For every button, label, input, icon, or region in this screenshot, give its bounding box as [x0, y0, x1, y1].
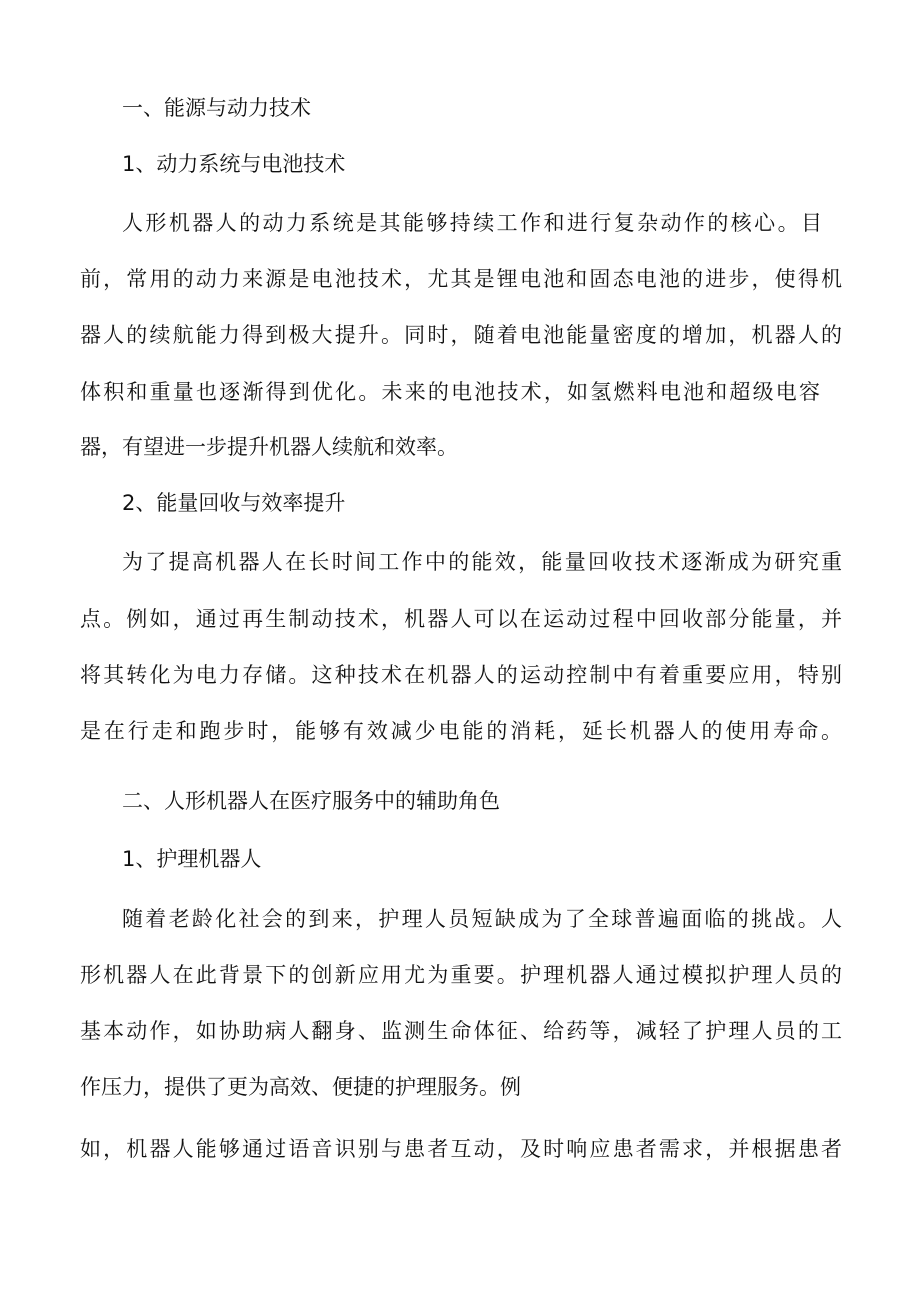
paragraph-line: 如，机器人能够通过语音识别与患者互动，及时响应患者需求，并根据患者	[80, 1137, 842, 1161]
section-heading-medical-assist: 二、人形机器人在医疗服务中的辅助角色	[122, 789, 500, 813]
paragraph-line: 前，常用的动力来源是电池技术，尤其是锂电池和固态电池的进步，使得机	[80, 267, 842, 291]
paragraph-line: 器，有望进一步提升机器人续航和效率。	[80, 435, 458, 459]
subheading-energy-recovery: 2、能量回收与效率提升	[122, 491, 346, 515]
paragraph-line: 是在行走和跑步时，能够有效减少电能的消耗，延长机器人的使用寿命。	[80, 719, 842, 743]
paragraph-line: 器人的续航能力得到极大提升。同时，随着电池能量密度的增加，机器人的	[80, 323, 842, 347]
subheading-power-system-battery: 1、动力系统与电池技术	[122, 152, 346, 176]
subheading-nursing-robot: 1、护理机器人	[122, 847, 262, 871]
paragraph-line: 作压力，提供了更为高效、便捷的护理服务。例	[80, 1075, 521, 1099]
paragraph-line: 为了提高机器人在长时间工作中的能效，能量回收技术逐渐成为研究重	[122, 550, 842, 574]
paragraph-line: 体积和重量也逐渐得到优化。未来的电池技术，如氢燃料电池和超级电容	[80, 380, 820, 404]
section-heading-energy-power: 一、能源与动力技术	[122, 96, 311, 120]
paragraph-line: 基本动作，如协助病人翻身、监测生命体征、给药等，减轻了护理人员的工	[80, 1019, 842, 1043]
paragraph-line: 形机器人在此背景下的创新应用尤为重要。护理机器人通过模拟护理人员的	[80, 963, 842, 987]
paragraph-line: 随着老龄化社会的到来，护理人员短缺成为了全球普遍面临的挑战。人	[122, 907, 842, 931]
paragraph-line: 人形机器人的动力系统是其能够持续工作和进行复杂动作的核心。目	[122, 211, 822, 235]
paragraph-line: 将其转化为电力存储。这种技术在机器人的运动控制中有着重要应用，特别	[80, 663, 842, 687]
paragraph-line: 点。例如，通过再生制动技术，机器人可以在运动过程中回收部分能量，并	[80, 607, 842, 631]
